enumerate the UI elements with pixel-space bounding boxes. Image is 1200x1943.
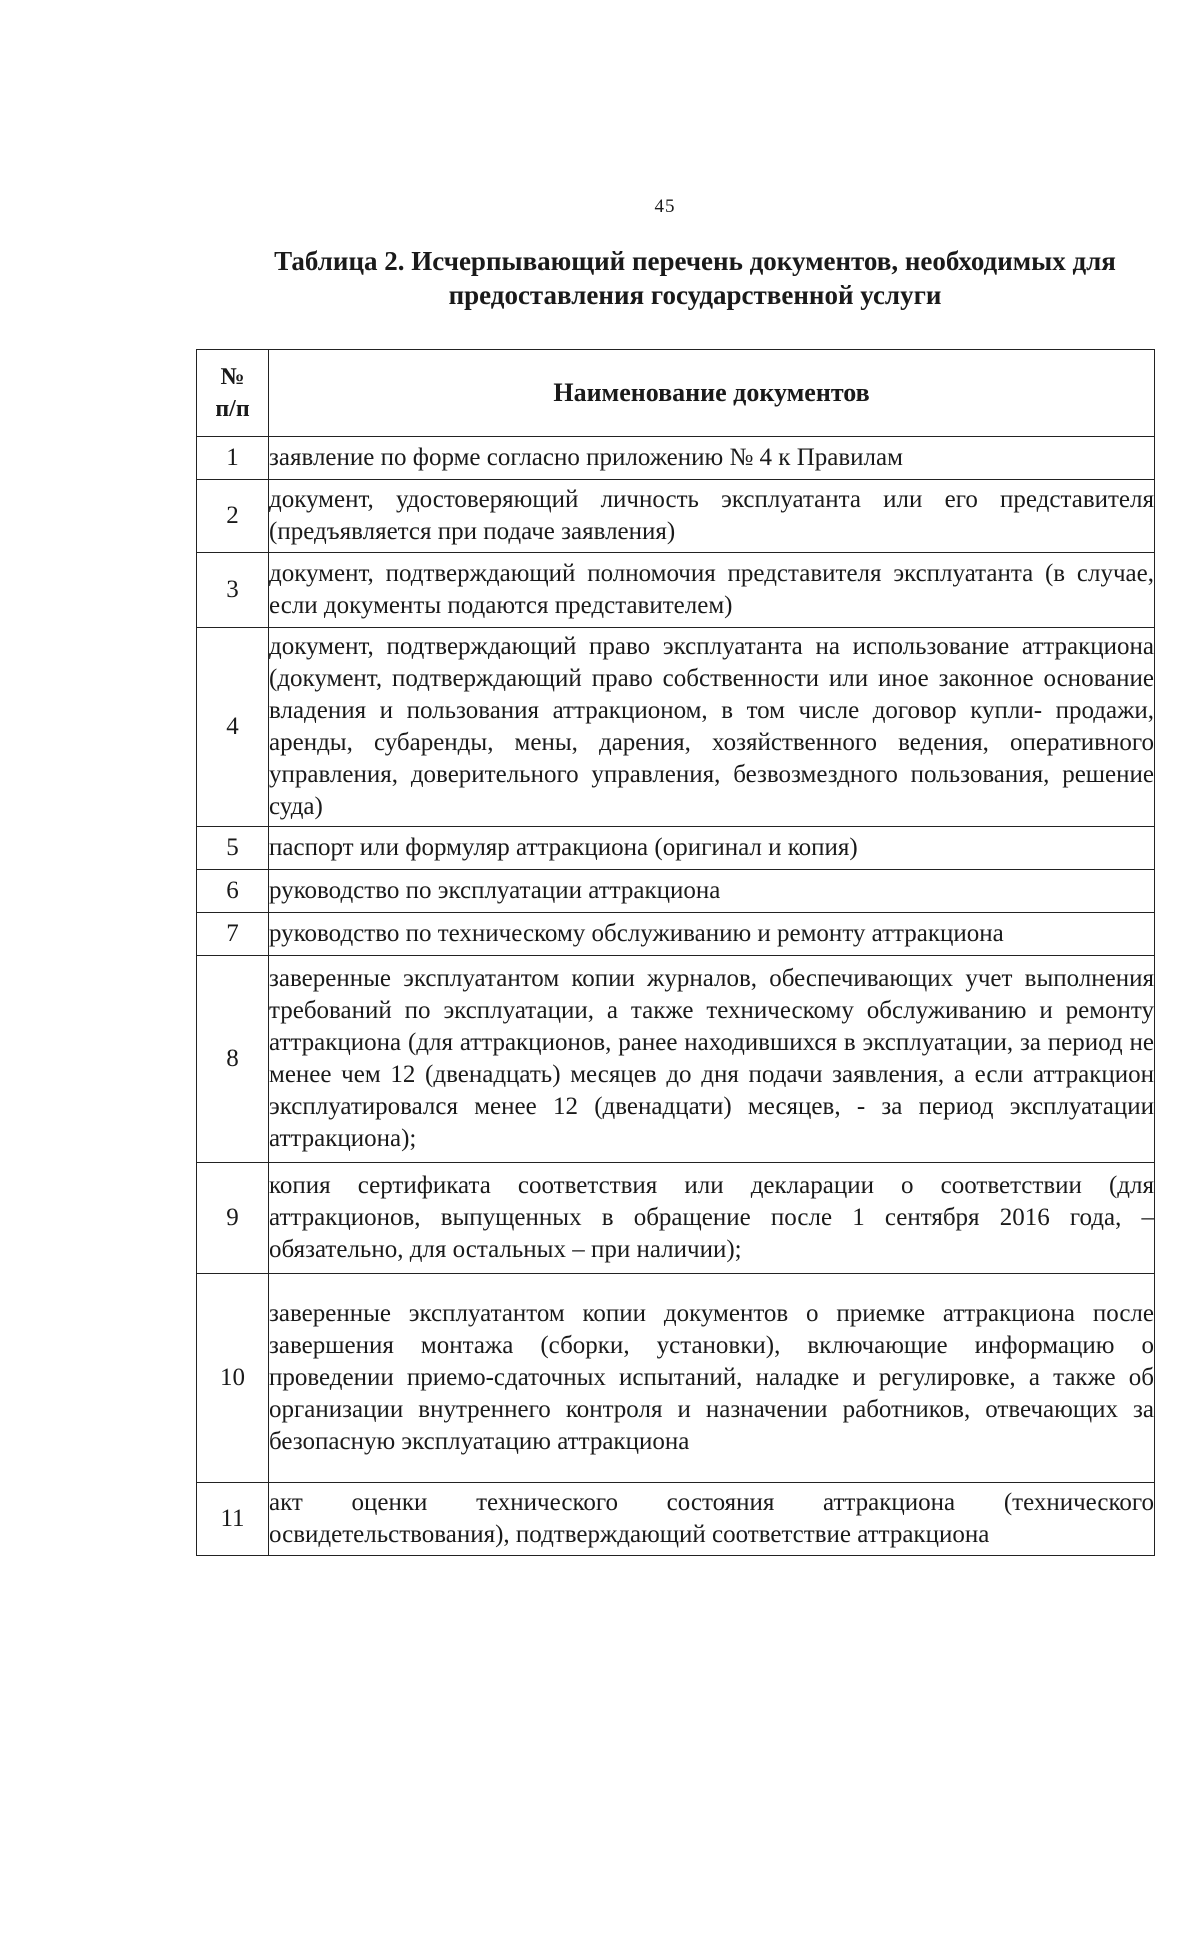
table-title-line-2: предоставления государственной услуги (448, 280, 942, 310)
table-row (197, 437, 1155, 480)
documents-table (196, 349, 1155, 1556)
header-number-abbrev: п/п (215, 396, 250, 422)
header-name-cell: Наименование документов (269, 350, 1155, 437)
table-row (197, 870, 1155, 913)
table-row (197, 1483, 1155, 1556)
row-document-name: заверенные эксплуатантом копии журналов, обеспечивающих учет выполнения требований по эксплуатации, а также техническому обслуживанию и ремонту аттракциона (для аттракционов, ранее находившихся в эксплуатации, за период не менее чем 12 (двенадцать) месяцев до дня подачи заявления, а если аттракцион эксплуатировался менее 12 (двенадцати) месяцев, - за период эксплуатации аттракциона); (269, 956, 1155, 1163)
row-document-name: документ, удостоверяющий личность эксплуатанта или его представителя (предъявляется при подаче заявления) (269, 480, 1155, 553)
table-row (197, 1163, 1155, 1274)
row-document-name: копия сертификата соответствия или декларации о соответствии (для аттракционов, выпущенных в обращение после 1 сентября 2016 года, – обязательно, для остальных – при наличии); (269, 1163, 1155, 1274)
row-number: 8 (197, 956, 269, 1163)
row-document-name: документ, подтверждающий право эксплуатанта на использование аттракциона (документ, подтверждающий право собственности или иное законное основание владения и пользования аттракционом, в том числе договор купли- продажи, аренды, субаренды, мены, дарения, хозяйственного ведения, оперативного управления, доверительного управления, безвозмездного пользования, решение суда) (269, 628, 1155, 827)
row-number: 2 (197, 480, 269, 553)
table-row (197, 480, 1155, 553)
header-number-sign: № (220, 364, 245, 390)
row-number: 5 (197, 827, 269, 870)
row-number: 9 (197, 1163, 269, 1274)
table-row (197, 956, 1155, 1163)
row-document-name: заявление по форме согласно приложению № 4 к Правилам (269, 437, 1155, 480)
row-number: 7 (197, 913, 269, 956)
table-row (197, 553, 1155, 628)
row-number: 3 (197, 553, 269, 628)
row-number: 1 (197, 437, 269, 480)
table-row (197, 628, 1155, 827)
table-header-row (197, 350, 1155, 437)
table-row (197, 827, 1155, 870)
table-title-line-1: Таблица 2. Исчерпывающий перечень документов, необходимых для (274, 246, 1116, 276)
row-document-name: руководство по эксплуатации аттракциона (269, 870, 1155, 913)
row-document-name: заверенные эксплуатантом копии документов о приемке аттракциона после завершения монтажа (сборки, установки), включающие информацию о проведении приемо-сдаточных испытаний, наладке и регулировке, а также об организации внутреннего контроля и назначении работников, отвечающих за безопасную эксплуатацию аттракциона (269, 1274, 1155, 1483)
row-document-name: акт оценки технического состояния аттракциона (технического освидетельствования), подтверждающий соответствие аттракциона (269, 1483, 1155, 1556)
row-document-name: документ, подтверждающий полномочия представителя эксплуатанта (в случае, если документы подаются представителем) (269, 553, 1155, 628)
row-number: 6 (197, 870, 269, 913)
row-document-name: руководство по техническому обслуживанию и ремонту аттракциона (269, 913, 1155, 956)
table-row (197, 913, 1155, 956)
row-document-name: паспорт или формуляр аттракциона (оригинал и копия) (269, 827, 1155, 870)
header-number-cell (197, 350, 269, 437)
table-title (230, 244, 1160, 312)
row-number: 11 (197, 1483, 269, 1556)
page-number: 45 (654, 196, 676, 217)
table-row (197, 1274, 1155, 1483)
row-number: 4 (197, 628, 269, 827)
row-number: 10 (197, 1274, 269, 1483)
